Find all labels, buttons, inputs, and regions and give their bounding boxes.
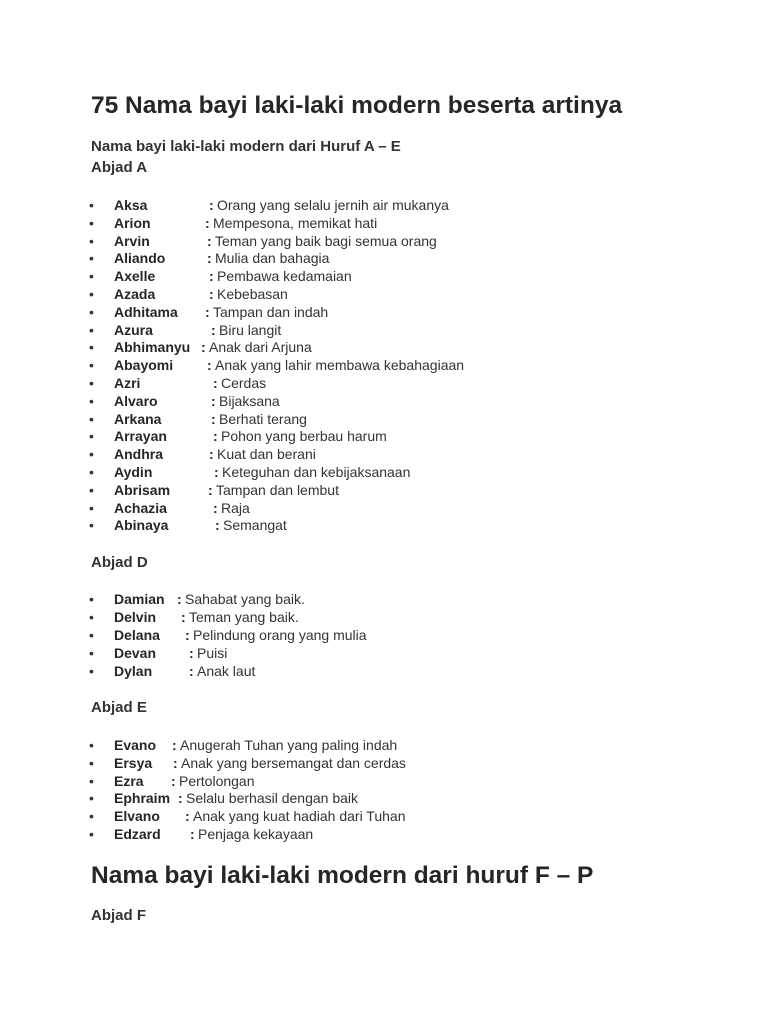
baby-name: Arvin bbox=[114, 232, 150, 249]
separator-colon: : bbox=[211, 392, 216, 409]
separator-colon: : bbox=[181, 609, 186, 625]
section-subtitle-a-e: Nama bayi laki-laki modern dari Huruf A – E bbox=[91, 138, 401, 155]
baby-name: Ersya bbox=[114, 754, 153, 771]
separator-colon: : bbox=[172, 737, 177, 753]
separator-colon: : bbox=[189, 645, 194, 661]
baby-name: Delvin bbox=[114, 609, 157, 625]
separator-colon: : bbox=[213, 428, 218, 445]
baby-name: Arrayan bbox=[114, 428, 167, 445]
bullet-icon: • bbox=[89, 826, 94, 842]
baby-name: Abinaya bbox=[114, 517, 169, 534]
name-meaning: Anak laut bbox=[197, 663, 256, 679]
baby-name: Ezra bbox=[114, 772, 144, 789]
baby-name: Axelle bbox=[114, 268, 156, 285]
baby-name: Andhra bbox=[114, 446, 163, 463]
page-title: 75 Nama bayi laki-laki modern beserta artinya bbox=[91, 92, 623, 119]
bullet-icon: • bbox=[89, 790, 94, 807]
separator-colon: : bbox=[205, 303, 210, 320]
baby-name: Evano bbox=[114, 737, 157, 753]
name-meaning: Teman yang baik bagi semua orang bbox=[215, 232, 437, 249]
bullet-icon: • bbox=[89, 250, 94, 267]
separator-colon: : bbox=[207, 357, 212, 374]
separator-colon: : bbox=[209, 286, 214, 302]
name-meaning: Anugerah Tuhan yang paling indah bbox=[180, 737, 398, 753]
name-meaning: Anak yang bersemangat dan cerdas bbox=[181, 754, 406, 771]
bullet-icon: • bbox=[89, 197, 94, 213]
bullet-icon: • bbox=[89, 609, 94, 625]
baby-name: Dylan bbox=[114, 663, 153, 679]
bullet-icon: • bbox=[89, 754, 94, 771]
baby-name: Edzard bbox=[114, 826, 161, 842]
name-meaning: Tampan dan indah bbox=[213, 303, 329, 320]
bullet-icon: • bbox=[89, 808, 94, 825]
separator-colon: : bbox=[215, 517, 220, 534]
separator-colon: : bbox=[201, 339, 206, 356]
name-meaning: Cerdas bbox=[221, 375, 267, 391]
baby-name: Delana bbox=[114, 627, 160, 643]
bullet-icon: • bbox=[89, 499, 94, 516]
heading-abjad-d: Abjad D bbox=[91, 554, 148, 571]
bullet-icon: • bbox=[89, 737, 94, 753]
name-meaning: Pembawa kedamaian bbox=[217, 268, 352, 285]
baby-name: Abhimanyu bbox=[114, 339, 191, 356]
name-meaning: Teman yang baik. bbox=[189, 609, 299, 625]
bullet-icon: • bbox=[89, 663, 94, 679]
baby-name: Adhitama bbox=[114, 303, 178, 320]
separator-colon: : bbox=[214, 464, 219, 480]
separator-colon: : bbox=[209, 268, 214, 285]
baby-name: Ephraim bbox=[114, 790, 171, 807]
separator-colon: : bbox=[205, 214, 210, 231]
separator-colon: : bbox=[177, 591, 182, 607]
separator-colon: : bbox=[185, 627, 190, 643]
section-heading-f-p: Nama bayi laki-laki modern dari huruf F – P bbox=[91, 862, 594, 889]
name-meaning: Semangat bbox=[223, 517, 287, 534]
separator-colon: : bbox=[208, 481, 213, 498]
separator-colon: : bbox=[207, 232, 212, 249]
name-meaning: Kuat dan berani bbox=[217, 446, 316, 463]
bullet-icon: • bbox=[89, 645, 94, 661]
name-meaning: Raja bbox=[221, 499, 250, 516]
separator-colon: : bbox=[185, 808, 190, 825]
name-meaning: Mulia dan bahagia bbox=[215, 250, 330, 267]
baby-name: Arion bbox=[114, 214, 151, 231]
heading-abjad-e: Abjad E bbox=[91, 699, 147, 716]
bullet-icon: • bbox=[89, 321, 94, 338]
baby-name: Alvaro bbox=[114, 392, 158, 409]
baby-name: Abayomi bbox=[114, 357, 174, 374]
name-meaning: Pertolongan bbox=[179, 772, 255, 789]
bullet-icon: • bbox=[89, 268, 94, 285]
name-meaning: Orang yang selalu jernih air mukanya bbox=[217, 197, 449, 213]
separator-colon: : bbox=[189, 663, 194, 679]
separator-colon: : bbox=[209, 197, 214, 213]
name-meaning: Bijaksana bbox=[219, 392, 280, 409]
baby-name: Achazia bbox=[114, 499, 167, 516]
bullet-icon: • bbox=[89, 232, 94, 249]
baby-name: Aliando bbox=[114, 250, 166, 267]
separator-colon: : bbox=[207, 250, 212, 267]
separator-colon: : bbox=[173, 754, 178, 771]
name-meaning: Anak dari Arjuna bbox=[209, 339, 312, 356]
baby-name: Devan bbox=[114, 645, 157, 661]
bullet-icon: • bbox=[89, 428, 94, 445]
name-meaning: Anak yang kuat hadiah dari Tuhan bbox=[193, 808, 406, 825]
baby-name: Aydin bbox=[114, 464, 153, 480]
bullet-icon: • bbox=[89, 464, 94, 480]
separator-colon: : bbox=[190, 826, 195, 842]
bullet-icon: • bbox=[89, 392, 94, 409]
baby-name: Aksa bbox=[114, 197, 148, 213]
name-meaning: Selalu berhasil dengan baik bbox=[186, 790, 359, 807]
separator-colon: : bbox=[209, 446, 214, 463]
separator-colon: : bbox=[178, 790, 183, 807]
bullet-icon: • bbox=[89, 446, 94, 463]
baby-name: Azura bbox=[114, 321, 153, 338]
baby-name: Elvano bbox=[114, 808, 160, 825]
separator-colon: : bbox=[213, 499, 218, 516]
bullet-icon: • bbox=[89, 517, 94, 534]
heading-abjad-a: Abjad A bbox=[91, 159, 148, 176]
bullet-icon: • bbox=[89, 375, 94, 391]
bullet-icon: • bbox=[89, 627, 94, 643]
name-meaning: Anak yang lahir membawa kebahagiaan bbox=[215, 357, 465, 374]
name-meaning: Kebebasan bbox=[217, 286, 288, 302]
bullet-icon: • bbox=[89, 286, 94, 302]
baby-name: Arkana bbox=[114, 410, 162, 427]
name-meaning: Biru langit bbox=[219, 321, 282, 338]
separator-colon: : bbox=[211, 410, 216, 427]
bullet-icon: • bbox=[89, 772, 94, 789]
baby-name: Abrisam bbox=[114, 481, 171, 498]
name-meaning: Keteguhan dan kebijaksanaan bbox=[222, 464, 411, 480]
name-meaning: Mempesona, memikat hati bbox=[213, 214, 378, 231]
name-meaning: Penjaga kekayaan bbox=[198, 826, 314, 842]
bullet-icon: • bbox=[89, 410, 94, 427]
bullet-icon: • bbox=[89, 339, 94, 356]
bullet-icon: • bbox=[89, 357, 94, 374]
name-meaning: Tampan dan lembut bbox=[216, 481, 339, 498]
heading-abjad-f: Abjad F bbox=[91, 907, 146, 924]
name-meaning: Berhati terang bbox=[219, 410, 307, 427]
bullet-icon: • bbox=[89, 214, 94, 231]
separator-colon: : bbox=[211, 321, 216, 338]
bullet-icon: • bbox=[89, 481, 94, 498]
baby-name: Damian bbox=[114, 591, 165, 607]
baby-name: Azri bbox=[114, 375, 141, 391]
name-meaning: Puisi bbox=[197, 645, 228, 661]
separator-colon: : bbox=[171, 772, 176, 789]
name-meaning: Pohon yang berbau harum bbox=[221, 428, 387, 445]
bullet-icon: • bbox=[89, 303, 94, 320]
name-meaning: Pelindung orang yang mulia bbox=[193, 627, 367, 643]
separator-colon: : bbox=[213, 375, 218, 391]
name-meaning: Sahabat yang baik. bbox=[185, 591, 305, 607]
baby-name: Azada bbox=[114, 286, 156, 302]
bullet-icon: • bbox=[89, 591, 94, 607]
